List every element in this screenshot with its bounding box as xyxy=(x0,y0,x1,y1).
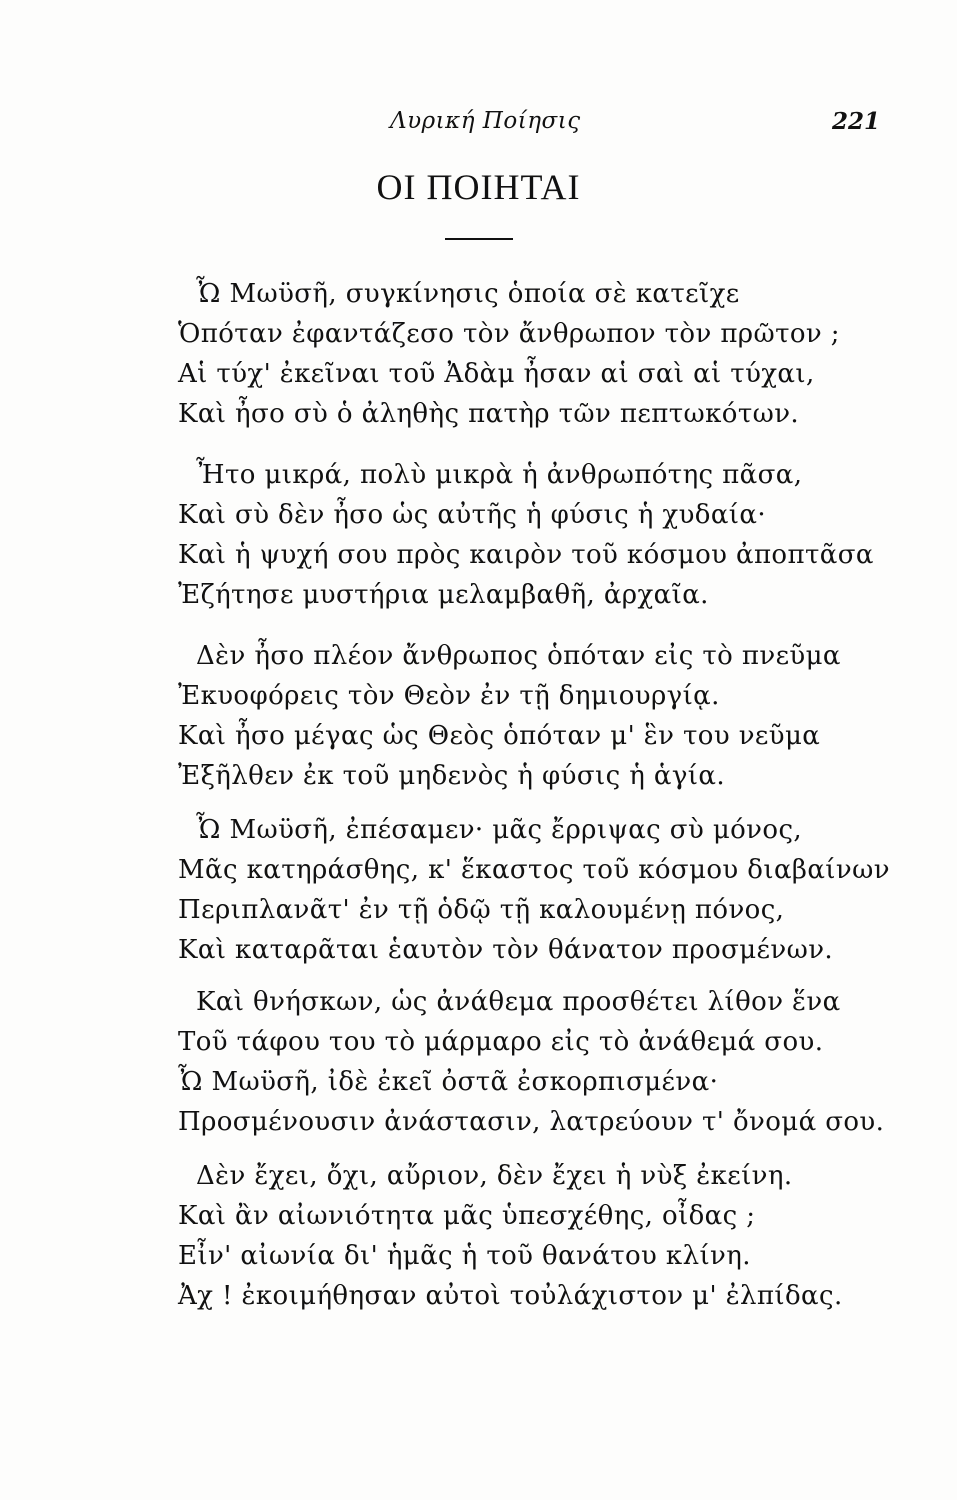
poem-line: Ἦτο μικρά, πολὺ μικρὰ ἡ ἀνθρωπότης πᾶσα, xyxy=(196,460,803,490)
poem-line: Καὶ ἡ ψυχή σου πρὸς καιρὸν τοῦ κόσμου ἀποπτᾶσα xyxy=(178,540,874,570)
poem-line: Ὦ Μωϋσῆ, συγκίνησις ὁποία σὲ κατεῖχε xyxy=(196,279,740,309)
poem-line: Ἐκυοφόρεις τὸν Θεὸν ἐν τῇ δημιουργίᾳ. xyxy=(178,681,720,711)
poem-line: Καὶ σὺ δὲν ἦσο ὡς αὐτῆς ἡ φύσις ἡ χυδαία· xyxy=(178,500,767,530)
poem-line: Εἶν' αἰωνία δι' ἡμᾶς ἡ τοῦ θανάτου κλίνη. xyxy=(178,1241,751,1271)
poem-line: Καὶ ἦσο μέγας ὡς Θεὸς ὁπόταν μ' ἓν του νεῦμα xyxy=(178,721,821,751)
poem-line: Αἱ τύχ' ἐκεῖναι τοῦ Ἀδὰμ ἦσαν αἱ σαὶ αἱ τύχαι, xyxy=(178,359,815,389)
stanza-1 xyxy=(178,274,840,434)
stanza-3 xyxy=(178,636,841,796)
poem-line: Μᾶς κατηράσθης, κ' ἕκαστος τοῦ κόσμου διαβαίνων xyxy=(178,855,890,885)
poem-line: Ἀχ ! ἐκοιμήθησαν αὐτοὶ τοὐλάχιστον μ' ἐλπίδας. xyxy=(178,1281,843,1311)
stanza-5 xyxy=(178,982,885,1142)
poem-line: Ἐζήτησε μυστήρια μελαμβαθῆ, ἀρχαῖα. xyxy=(178,580,709,610)
poem-line: Ὁπόταν ἐφαντάζεσο τὸν ἄνθρωπον τὸν πρῶτον ; xyxy=(178,319,840,349)
poem-line: Προσμένουσιν ἀνάστασιν, λατρεύουν τ' ὄνομά σου. xyxy=(178,1107,885,1137)
poem-line: Καὶ θνήσκων, ὡς ἀνάθεμα προσθέτει λίθον ἕνα xyxy=(196,987,841,1017)
poem-line: Ὦ Μωϋσῆ, ἐπέσαμεν· μᾶς ἔρριψας σὺ μόνος, xyxy=(196,815,803,845)
poem-line: Καὶ ἂν αἰωνιότητα μᾶς ὑπεσχέθης, οἶδας ; xyxy=(178,1201,756,1231)
poem-line: Δὲν ἔχει, ὄχι, αὔριον, δὲν ἔχει ἡ νὺξ ἐκείνη. xyxy=(196,1161,793,1191)
running-head xyxy=(0,108,957,144)
poem-line: Δὲν ἦσο πλέον ἄνθρωπος ὁπόταν εἰς τὸ πνεῦμα xyxy=(196,641,841,671)
poem-line: Καὶ ἦσο σὺ ὁ ἀληθὴς πατὴρ τῶν πεπτωκότων. xyxy=(178,399,800,429)
page-number: 221 xyxy=(832,108,881,135)
stanza-4 xyxy=(178,810,890,970)
stanza-6 xyxy=(178,1156,843,1316)
poem-line: Καὶ καταρᾶται ἑαυτὸν τὸν θάνατον προσμένων. xyxy=(178,935,834,965)
running-head-title: Λυρική Ποίησις xyxy=(390,108,581,134)
poem-line: Ἐξῆλθεν ἐκ τοῦ μηδενὸς ἡ φύσις ἡ ἁγία. xyxy=(178,761,725,791)
poem-title: ΟΙ ΠΟΙΗΤΑΙ xyxy=(376,167,581,207)
stanza-2 xyxy=(178,455,874,615)
title-divider xyxy=(445,238,513,240)
poem-line: Περιπλανᾶτ' ἐν τῇ ὁδῷ τῇ καλουμένῃ πόνος, xyxy=(178,895,785,925)
poem-line: Ὦ Μωϋσῆ, ἰδὲ ἐκεῖ ὀστᾶ ἐσκορπισμένα· xyxy=(178,1067,719,1097)
poem-line: Τοῦ τάφου του τὸ μάρμαρο εἰς τὸ ἀνάθεμά σου. xyxy=(178,1027,824,1057)
